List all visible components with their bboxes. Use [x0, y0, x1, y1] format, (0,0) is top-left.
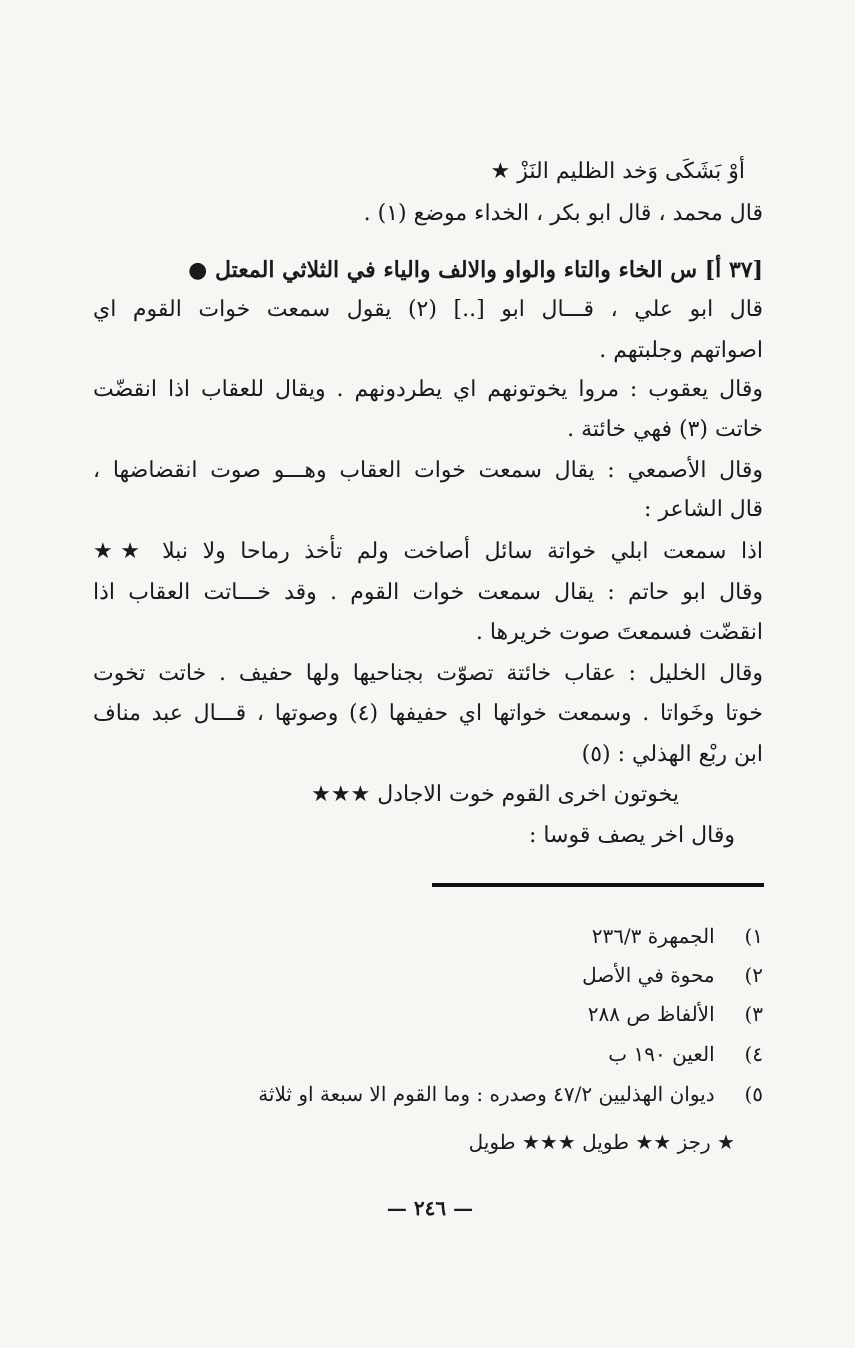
- footnote-item: [582, 957, 763, 993]
- meter-key: ★ رجز ★★ طويل ★★★ طويل: [468, 1130, 735, 1154]
- text-line: وقال ابو حاتم : يقال سمعت خوات القوم . وقد خـــاتت العقاب اذا: [93, 580, 763, 605]
- text-line: وقال الأصمعي : يقال سمعت خوات العقاب وهـــو صوت انقضاضها ،: [93, 458, 763, 483]
- page-number: — ٢٤٦ —: [386, 1196, 474, 1220]
- text-line: خاتت (٣) فهي خائتة .: [567, 417, 763, 442]
- footnote-number: ٤): [744, 1042, 763, 1066]
- footnote-number: ٥): [744, 1082, 763, 1106]
- footnote-text: العين ١٩٠ ب: [608, 1042, 715, 1066]
- text-line: ابن ربْع الهذلي : (٥): [581, 742, 763, 767]
- text-line: انقضّت فسمعتَ صوت خريرها .: [475, 620, 763, 645]
- text-line: اصواتهم وجلبتهم .: [599, 338, 763, 363]
- footnote-text: ديوان الهذليين ٤٧/٢ وصدره : وما القوم الا سبعة او ثلاثة: [258, 1082, 715, 1106]
- footnote-number: ٣): [744, 1002, 763, 1026]
- text-line: خوتا وخَواتا . وسمعت خواتها اي حفيفها (٤) وصوتها ، قـــال عبد مناف: [93, 701, 763, 726]
- footnote-text: محوة في الأصل: [582, 963, 715, 987]
- footnote-item: [592, 918, 763, 954]
- text-line: قال الشاعر :: [643, 497, 763, 522]
- verse-line: يخوتون اخرى القوم خوت الاجادل ★★★: [311, 782, 679, 807]
- footnote-item: [588, 996, 763, 1032]
- verse-line: اذا سمعت ابلي خواتة سائل أصاخت ولم تأخذ رماحا ولا نبلا ★★: [93, 539, 763, 564]
- section-heading: [٣٧ أ] س الخاء والتاء والواو والالف والياء في الثلاثي المعتل ●: [188, 257, 763, 283]
- footnote-text: الجمهرة ٢٣٦/٣: [591, 924, 715, 948]
- text-line: وقال يعقوب : مروا يخوتونهم اي يطردونهم . ويقال للعقاب اذا انقضّت: [93, 377, 763, 402]
- footnote-number: ٢): [744, 963, 763, 987]
- text-line: وقال اخر يصف قوسا :: [528, 823, 735, 848]
- footnote-text: الألفاظ ص ٢٨٨: [587, 1002, 715, 1026]
- text-line: قال محمد ، قال ابو بكر ، الخداء موضع (١) .: [363, 201, 763, 226]
- verse-line: أوْ بَشَكَى وَخد الظليم النَزْ ★: [490, 159, 745, 184]
- text-line: وقال الخليل : عقاب خائتة تصوّت بجناحيها ولها حفيف . خاتت تخوت: [93, 661, 763, 686]
- footnote-item: [608, 1036, 763, 1072]
- footnote-item: [258, 1076, 763, 1112]
- footnote-divider: [432, 883, 764, 887]
- footnote-number: ١): [744, 924, 763, 948]
- text-line: قال ابو علي ، قـــال ابو [..] (٢) يقول سمعت خوات القوم اي: [93, 297, 764, 322]
